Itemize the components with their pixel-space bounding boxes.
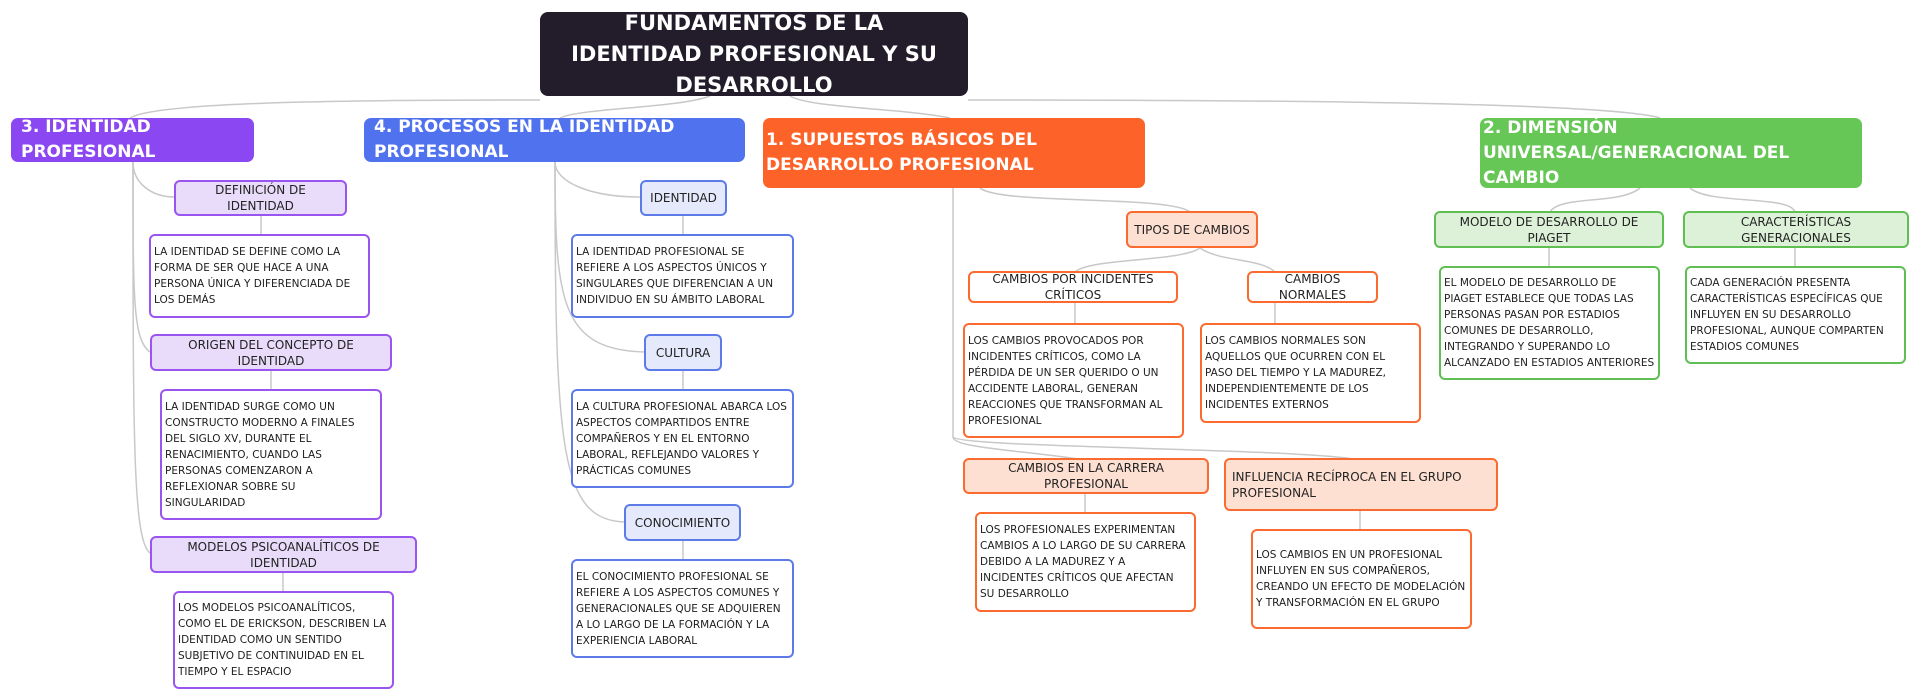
topic-cultura[interactable]: CULTURA — [644, 334, 722, 371]
note-modelos-psicoanaliticos[interactable]: LOS MODELOS PSICOANALÍTICOS, COMO EL DE ERICKSON, DESCRIBEN LA IDENTIDAD COMO UN SENTIDO SUBJETIVO DE CONTINUIDAD EN EL TIEMPO Y EL ESPACIO — [173, 591, 394, 689]
topic-origen-concepto[interactable]: ORIGEN DEL CONCEPTO DE IDENTIDAD — [150, 334, 392, 371]
note-origen-concepto[interactable]: LA IDENTIDAD SURGE COMO UN CONSTRUCTO MODERNO A FINALES DEL SIGLO XV, DURANTE EL RENACIMIENTO, CUANDO LAS PERSONAS COMENZARON A REFLEXIONAR SOBRE SU SINGULARIDAD — [160, 389, 382, 520]
topic-influencia-reciproca[interactable]: INFLUENCIA RECÍPROCA EN EL GRUPO PROFESIONAL — [1224, 458, 1498, 511]
link-b2-piaget — [1550, 188, 1640, 212]
topic-modelo-piaget[interactable]: MODELO DE DESARROLLO DE PIAGET — [1434, 211, 1664, 248]
note-definicion-identidad[interactable]: LA IDENTIDAD SE DEFINE COMO LA FORMA DE SER QUE HACE A UNA PERSONA ÚNICA Y DIFERENCIADA DE LOS DEMÁS — [149, 234, 370, 318]
topic-cambios-incidentes[interactable]: CAMBIOS POR INCIDENTES CRÍTICOS — [968, 271, 1178, 303]
link-b1-tipos — [980, 188, 1190, 212]
root-title[interactable]: FUNDAMENTOS DE LA IDENTIDAD PROFESIONAL Y SU DESARROLLO — [540, 12, 968, 96]
link-b3-modelos — [133, 162, 150, 553]
note-cultura[interactable]: LA CULTURA PROFESIONAL ABARCA LOS ASPECTOS COMPARTIDOS ENTRE COMPAÑEROS Y EN EL ENTORNO LABORAL, REFLEJANDO VALORES Y PRÁCTICAS COMUNES — [571, 389, 794, 488]
topic-cambios-carrera[interactable]: CAMBIOS EN LA CARRERA PROFESIONAL — [963, 458, 1209, 494]
topic-modelos-psicoanaliticos[interactable]: MODELOS PSICOANALÍTICOS DE IDENTIDAD — [150, 536, 417, 573]
link-b1-influencia — [953, 437, 1360, 460]
topic-conocimiento[interactable]: CONOCIMIENTO — [624, 504, 741, 541]
branch-dimension-universal[interactable]: 2. DIMENSIÓN UNIVERSAL/GENERACIONAL DEL CAMBIO — [1480, 118, 1862, 188]
note-influencia-reciproca[interactable]: LOS CAMBIOS EN UN PROFESIONAL INFLUYEN EN SUS COMPAÑEROS, CREANDO UN EFECTO DE MODELACIÓN Y TRANSFORMACIÓN EN EL GRUPO — [1251, 529, 1472, 629]
link-b3-def — [133, 162, 175, 197]
note-identidad[interactable]: LA IDENTIDAD PROFESIONAL SE REFIERE A LOS ASPECTOS ÚNICOS Y SINGULARES QUE DIFERENCIAN A UN INDIVIDUO EN SU ÁMBITO LABORAL — [571, 234, 794, 318]
branch-supuestos-basicos[interactable]: 1. SUPUESTOS BÁSICOS DEL DESARROLLO PROFESIONAL — [763, 118, 1145, 188]
note-cambios-normales[interactable]: LOS CAMBIOS NORMALES SON AQUELLOS QUE OCURREN CON EL PASO DEL TIEMPO Y LA MADUREZ, INDEPENDIENTEMENTE DE LOS INCIDENTES EXTERNOS — [1200, 323, 1421, 423]
branch-procesos-identidad[interactable]: 4. PROCESOS EN LA IDENTIDAD PROFESIONAL — [364, 118, 745, 162]
note-conocimiento[interactable]: EL CONOCIMIENTO PROFESIONAL SE REFIERE A LOS ASPECTOS COMUNES Y GENERACIONALES QUE SE ADQUIEREN A LO LARGO DE LA FORMACIÓN Y LA EXPERIENCIA LABORAL — [571, 559, 794, 658]
topic-tipos-cambios[interactable]: TIPOS DE CAMBIOS — [1126, 211, 1258, 248]
topic-cambios-normales[interactable]: CAMBIOS NORMALES — [1247, 271, 1378, 303]
branch-identidad-profesional[interactable]: 3. IDENTIDAD PROFESIONAL — [11, 118, 254, 162]
note-cambios-carrera[interactable]: LOS PROFESIONALES EXPERIMENTAN CAMBIOS A LO LARGO DE SU CARRERA DEBIDO A LA MADUREZ Y A INCIDENTES CRÍTICOS QUE AFECTAN SU DESARROLLO — [975, 512, 1196, 612]
topic-caracteristicas-generacionales[interactable]: CARACTERÍSTICAS GENERACIONALES — [1683, 211, 1909, 248]
link-b4-identidad — [555, 162, 640, 197]
note-modelo-piaget[interactable]: EL MODELO DE DESARROLLO DE PIAGET ESTABLECE QUE TODAS LAS PERSONAS PASAN POR ESTADIOS COMUNES DE DESARROLLO, INTEGRANDO Y SUPERANDO LO ALCANZADO EN ESTADIOS ANTERIORES — [1439, 266, 1660, 380]
link-b3-origen — [133, 162, 150, 352]
note-cambios-incidentes[interactable]: LOS CAMBIOS PROVOCADOS POR INCIDENTES CRÍTICOS, COMO LA PÉRDIDA DE UN SER QUERIDO O UN ACCIDENTE LABORAL, GENERAN REACCIONES QUE TRANSFORMAN AL PROFESIONAL — [963, 323, 1184, 438]
note-caracteristicas-generacionales[interactable]: CADA GENERACIÓN PRESENTA CARACTERÍSTICAS ESPECÍFICAS QUE INFLUYEN EN SU DESARROLLO PROFESIONAL, AUNQUE COMPARTEN ESTADIOS COMUNES — [1685, 266, 1906, 364]
topic-identidad[interactable]: IDENTIDAD — [640, 180, 727, 216]
topic-definicion-identidad[interactable]: DEFINICIÓN DE IDENTIDAD — [174, 180, 347, 216]
